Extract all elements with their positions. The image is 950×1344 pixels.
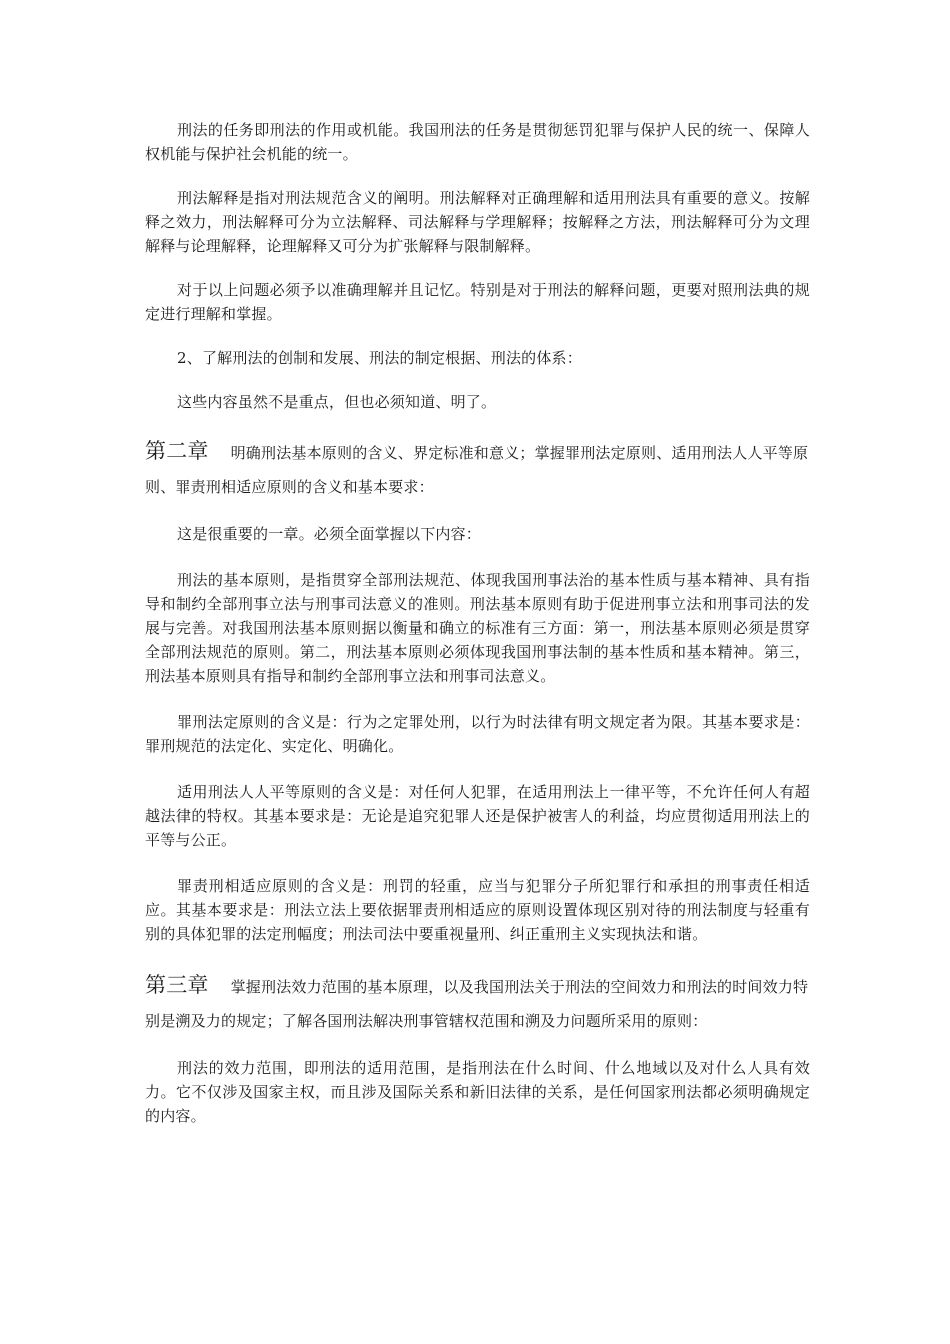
chapter-2-heading (145, 434, 810, 504)
chapter-3-heading (145, 968, 810, 1038)
intro-paragraph-3: 对于以上问题必须予以准确理解并且记忆。特别是对于刑法的解释问题，更要对照刑法典的规定进行理解和掌握。 (145, 281, 810, 323)
intro-paragraph-5: 这些内容虽然不是重点，但也必须知道、明了。 (177, 393, 497, 411)
intro-paragraph-4: 2、了解刑法的创制和发展、刑法的制定根据、刑法的体系： (177, 349, 582, 367)
intro-paragraph-1: 刑法的任务即刑法的作用或机能。我国刑法的任务是贯彻惩罚犯罪与保护人民的统一、保障人权机能与保护社会机能的统一。 (145, 121, 810, 163)
chapter-2-paragraph-3: 罪刑法定原则的含义是：行为之定罪处刑，以行为时法律有明文规定者为限。其基本要求是：罪刑规范的法定化、实定化、明确化。 (145, 713, 810, 755)
chapter-2-title: 第二章 (145, 439, 209, 463)
chapter-2-paragraph-1: 这是很重要的一章。必须全面掌握以下内容： (177, 525, 482, 543)
chapter-3-heading-text: 掌握刑法效力范围的基本原理，以及我国刑法关于刑法的空间效力和刑法的时间效力特别是溯及力的规定；了解各国刑法解决刑事管辖权范围和溯及力问题所采用的原则： (145, 978, 809, 1030)
chapter-2-paragraph-5: 罪责刑相适应原则的含义是：刑罚的轻重，应当与犯罪分子所犯罪行和承担的刑事责任相适应。其基本要求是：刑法立法上要依据罪责刑相适应的原则设置体现区别对待的刑法制度与轻重有别的具体犯罪的法定刑幅度；刑法司法中要重视量刑、纠正重刑主义实现执法和谐。 (145, 877, 810, 943)
chapter-3-paragraph-1: 刑法的效力范围，即刑法的适用范围，是指刑法在什么时间、什么地域以及对什么人具有效力。它不仅涉及国家主权，而且涉及国际关系和新旧法律的关系，是任何国家刑法都必须明确规定的内容。 (145, 1059, 810, 1125)
document-page (145, 118, 810, 1150)
chapter-2-paragraph-4: 适用刑法人人平等原则的含义是：对任何人犯罪，在适用刑法上一律平等，不允许任何人有超越法律的特权。其基本要求是：无论是追究犯罪人还是保护被害人的利益，均应贯彻适用刑法上的平等与公正。 (145, 783, 810, 849)
chapter-3-title: 第三章 (145, 973, 209, 997)
chapter-2-heading-text: 明确刑法基本原则的含义、界定标准和意义；掌握罪刑法定原则、适用刑法人人平等原则、罪责刑相适应原则的含义和基本要求： (145, 444, 809, 496)
intro-paragraph-2: 刑法解释是指对刑法规范含义的阐明。刑法解释对正确理解和适用刑法具有重要的意义。按解释之效力，刑法解释可分为立法解释、司法解释与学理解释；按解释之方法，刑法解释可分为文理解释与论理解释，论理解释又可分为扩张解释与限制解释。 (145, 189, 810, 255)
chapter-2-paragraph-2: 刑法的基本原则，是指贯穿全部刑法规范、体现我国刑事法治的基本性质与基本精神、具有指导和制约全部刑事立法与刑事司法意义的准则。刑法基本原则有助于促进刑事立法和刑事司法的发展与完善。对我国刑法基本原则据以衡量和确立的标准有三方面：第一，刑法基本原则必须是贯穿全部刑法规范的原则。第二，刑法基本原则必须体现我国刑事法制的基本性质和基本精神。第三，刑法基本原则具有指导和制约全部刑事立法和刑事司法意义。 (145, 571, 810, 685)
